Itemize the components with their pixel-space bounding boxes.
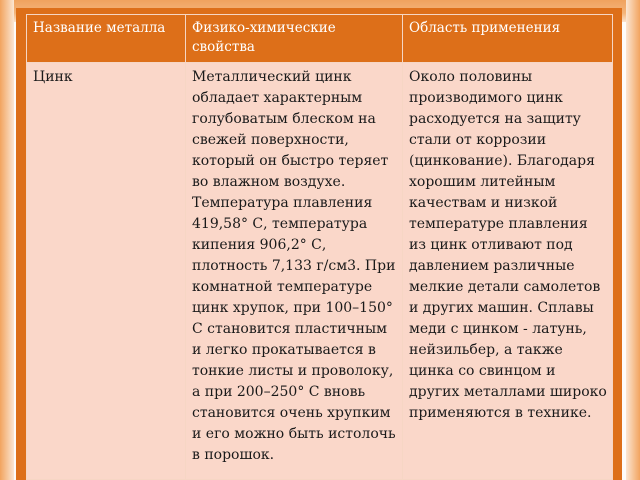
header-properties: Физико-химические свойства <box>186 15 403 63</box>
table-row <box>27 63 613 480</box>
left-decorative-border <box>0 0 14 480</box>
right-decorative-border <box>626 0 640 480</box>
cell-properties: Металлический цинк обладает характерным голубоватым блеском на свежей поверхности, который он быстро теряет во влажном воздухе. Температура плавления 419,58° С, температура кипения 906,2° С, плотность 7,133 г/см3. При комнатной температуре цинк хрупок, при 100–150° С становится пластичным и легко прокатывается в тонкие листы и проволоку, а при 200–250° С вновь становится очень хрупким и его можно быть истолочь в порошок. <box>186 63 403 480</box>
table-header-row <box>27 15 613 63</box>
metals-table <box>26 14 613 480</box>
cell-application: Около половины производимого цинк расходуется на защиту стали от коррозии (цинкование). Благодаря хорошим литейным качествам и низкой температуре плавления из цинк отливают под давлением различные мелкие детали самолетов и других машин. Сплавы меди с цинком - латунь, нейзильбер, а также цинка со свинцом и других металлами широко применяются в технике. <box>403 63 613 480</box>
cell-metal: Цинк <box>27 63 186 480</box>
header-metal-name: Название металла <box>27 15 186 63</box>
header-application: Область применения <box>403 15 613 63</box>
